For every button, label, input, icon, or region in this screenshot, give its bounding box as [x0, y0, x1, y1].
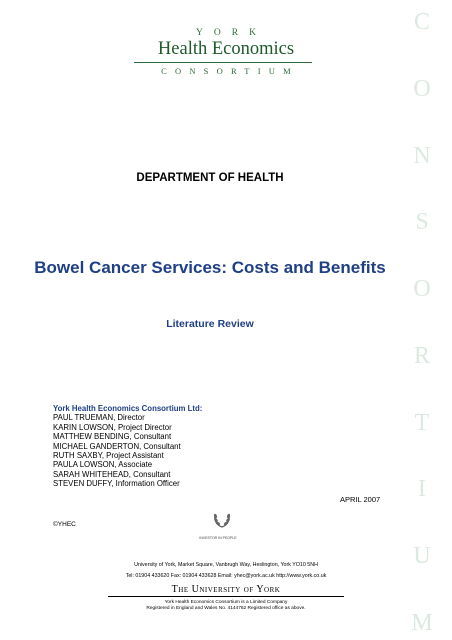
- footer-divider: [108, 596, 344, 597]
- logo-divider: [134, 62, 312, 63]
- document-subtitle: Literature Review: [166, 318, 254, 330]
- author-item: STEVEN DUFFY, Information Officer: [53, 479, 180, 489]
- watermark-letter: I: [418, 476, 426, 503]
- copyright-notice: ©YHEC: [53, 521, 76, 528]
- footer-registration-line: Registered in England and Wales No. 4144762 Registered office as above.: [146, 606, 306, 611]
- author-item: RUTH SAXBY, Project Assistant: [53, 451, 164, 461]
- author-list-heading: York Health Economics Consortium Ltd:: [53, 404, 203, 413]
- logo-york-text: YORK: [196, 28, 267, 38]
- author-item: MATTHEW BENDING, Consultant: [53, 432, 172, 442]
- logo-health-economics-text: Health Economics: [157, 39, 295, 59]
- laurel-icon: [211, 508, 233, 530]
- watermark-letter: N: [413, 142, 431, 169]
- watermark-letter: O: [413, 75, 431, 102]
- watermark-letter: C: [413, 9, 430, 35]
- author-item: PAUL TRUEMAN, Director: [53, 413, 145, 423]
- watermark-letter: M: [411, 609, 433, 636]
- publication-date: APRIL 2007: [340, 495, 381, 504]
- footer-company-line: York Health Economics Consortium is a Limited Company: [164, 600, 288, 605]
- logo-consortium-text: CONSORTIUM: [161, 66, 299, 76]
- watermark-letter: U: [413, 543, 431, 570]
- footer-contact: Tel: 01904 433620 Fax: 01904 433628 Email: yhec@york.ac.uk http://www.york.co.uk: [125, 573, 327, 579]
- author-item: SARAH WHITEHEAD, Consultant: [53, 469, 171, 479]
- investor-in-people-label: INVESTOR IN PEOPLE: [199, 536, 237, 540]
- university-of-york-logo: The University of York: [171, 584, 281, 595]
- watermark-letter: T: [414, 409, 430, 436]
- investor-in-people-logo: [199, 508, 242, 540]
- author-list: [53, 404, 202, 489]
- department-heading: DEPARTMENT OF HEALTH: [136, 172, 284, 184]
- watermark-letter: O: [413, 276, 431, 303]
- watermark-letter: S: [415, 209, 429, 236]
- footer-company-info: [0, 600, 452, 612]
- author-item: PAULA LOWSON, Associate: [53, 460, 153, 470]
- document-title: Bowel Cancer Services: Costs and Benefits: [34, 258, 386, 277]
- watermark-letter: R: [413, 342, 430, 369]
- author-item: MICHAEL GANDERTON, Consultant: [53, 441, 181, 451]
- footer-address: University of York, Market Square, Vanbrugh Way, Heslington, York YO10 5NH: [134, 562, 318, 568]
- author-item: KARIN LOWSON, Project Director: [53, 422, 172, 432]
